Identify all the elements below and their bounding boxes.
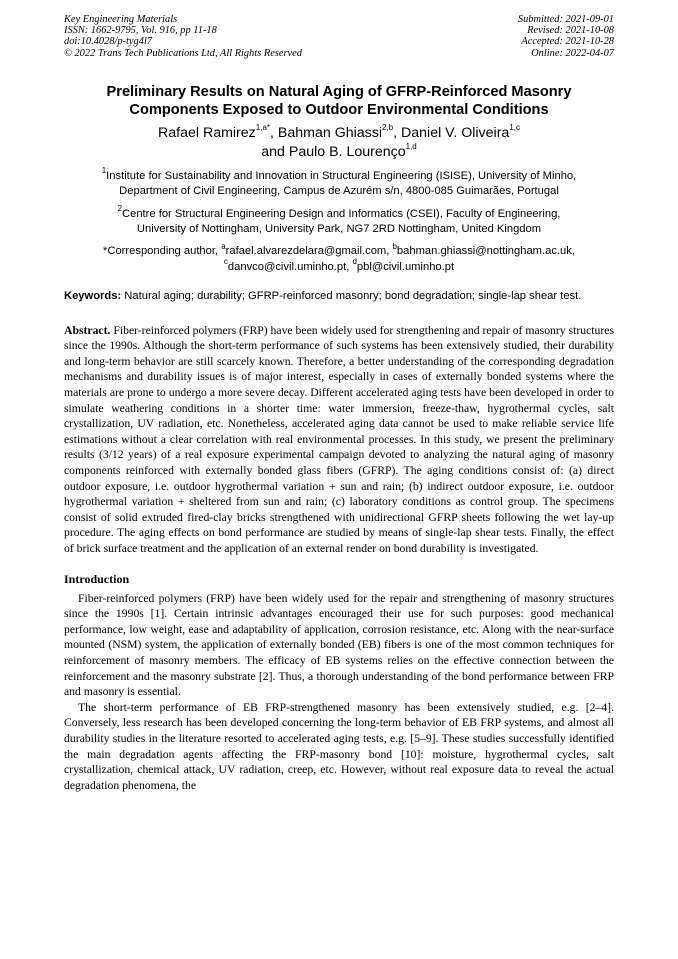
keywords: [64, 289, 614, 304]
email-mark: c: [223, 257, 228, 267]
corresponding-label: *Corresponding author,: [103, 245, 222, 258]
keywords-label: Keywords:: [64, 290, 122, 303]
submitted-date: Submitted: 2021-09-01: [517, 14, 614, 25]
copyright: © 2022 Trans Tech Publications Ltd, All Rights Reserved: [64, 47, 302, 59]
title-line-1: Preliminary Results on Natural Aging of GFRP-Reinforced Masonry: [106, 83, 572, 100]
affiliation-text: Centre for Structural Engineering Design and Informatics (CSEI), Faculty of Engineering,: [122, 207, 561, 220]
author-name: Daniel V. Oliveira: [401, 124, 510, 141]
author-affiliation-mark: 2,b: [382, 123, 394, 133]
author-name: Bahman Ghiassi: [277, 124, 382, 141]
email-link[interactable]: danvco@civil.uminho.pt,: [227, 260, 353, 273]
affiliation-2: [64, 203, 614, 238]
email-link[interactable]: rafael.alvarezdelara@gmail.com,: [225, 245, 393, 258]
body-paragraph: Fiber-reinforced polymers (FRP) have been widely used for the repair and strengthening of masonry structures since the 1990s [1]. Certain intrinsic advantages encouraged their use for such purposes: good mechanical performance, low weight, ease and adaptability of application, corrosion resistance, etc. Along with the near-surface mounted (NSM) system, the application of externally bonded (EB) fibers is one of the most common techniques for reinforcement of masonry members. The efficacy of EB systems relies on the effective connection between the reinforcement and the masonry substrate [2]. Thus, a thorough understanding of the bond performance between FRP and masonry is essential.: [64, 591, 614, 699]
email-mark: d: [352, 257, 357, 267]
affiliation-text: Department of Civil Engineering, Campus de Azurém s/n, 4800-085 Guimarães, Portugal: [119, 185, 559, 198]
author-affiliation-mark: 1,c: [509, 123, 520, 133]
paper-title: [64, 83, 614, 120]
author-list: [64, 124, 614, 162]
email-mark: b: [392, 241, 397, 251]
affiliation-text: Institute for Sustainability and Innovation in Structural Engineering (ISISE), University of Minho,: [106, 169, 577, 182]
author-name: Paulo B. Lourenço: [288, 143, 406, 160]
issn: ISSN: 1662-9795, Vol. 916, pp 11-18: [64, 25, 217, 37]
journal-name: Key Engineering Materials: [64, 14, 178, 25]
author-name: Rafael Ramirez: [158, 124, 256, 141]
revised-date: Revised: 2021-10-08: [527, 25, 614, 37]
online-date: Online: 2022-04-07: [531, 47, 614, 59]
abstract-text: Fiber-reinforced polymers (FRP) have been widely used for strengthening and repair of masonry structures since the 1990s. Although the short-term performance of such systems has been extensively studied, their durability and long-term behavior are still scarcely known. Therefore, a better understanding of the corresponding degradation mechanisms and durability issues is of major interest, especially in cases of externally bonded systems where the materials are prone to undergo a more severe decay. Different accelerated aging tests have been developed in order to simulate weathering conditions in a shorter time: water immersion, freeze-thaw, hygrothermal cycles, salt crystallization, UV radiation, etc. Nonetheless, accelerated aging data cannot be used to make reliable service life estimations without a clear correlation with real environmental processes. In this study, we present the preliminary results (3/12 years) of a real exposure experimental campaign devoted to analyzing the natural aging of masonry components reinforced with externally bonded glass fibers (GFRP). The aging conditions consist of: (a) direct outdoor exposure, i.e. outdoor hygrothermal variation + sun and rain; (b) indirect outdoor exposure, i.e. outdoor hygrothermal variation + sheltered from sun and rain; (c) laboratory conditions as control group. The specimens consist of solid extruded fired-clay bricks strengthened with unidirectional GFRP sheets following the wet lay-up procedure. The aging effects on bond performance are studied by means of single-lap shear tests. Finally, the effect of brick surface treatment and the application of an external render on bond durability is investigated.: [64, 323, 614, 555]
email-link[interactable]: bahman.ghiassi@nottingham.ac.uk,: [396, 245, 575, 258]
doi: doi:10.4028/p-tyg4l7: [64, 36, 153, 48]
author-conjunction: and: [261, 143, 289, 160]
affiliation-1: [64, 166, 614, 200]
section-heading-introduction: Introduction: [64, 571, 130, 586]
email-link[interactable]: pbl@civil.uminho.pt: [356, 260, 455, 273]
email-mark: a: [221, 241, 226, 251]
dates-info: [518, 14, 614, 59]
author-affiliation-mark: 1,a*: [255, 123, 271, 133]
body-paragraph: The short-term performance of EB FRP-strengthened masonry has been extensively studied, e.g. [2–4]. Conversely, less research has been developed concerning the long-term behavior of EB FRP systems, and almost all durability studies in the literature resorted to accelerated aging tests, e.g. [5–9]. These studies successfully identified the main degradation agents affecting the FRP-masonry bond [10]: moisture, hygrothermal cycles, salt crystallization, chemical attack, UV radiation, creep, etc. However, without real exposure data to reveal the actual degradation phenomena, the: [64, 700, 614, 792]
keywords-text: Natural aging; durability; GFRP-reinforced masonry; bond degradation; single-lap shear test.: [121, 290, 582, 303]
author-affiliation-mark: 1,d: [405, 142, 417, 152]
accepted-date: Accepted: 2021-10-28: [521, 36, 614, 48]
author-separator: ,: [393, 124, 402, 141]
affiliation-mark: 1: [101, 166, 107, 176]
affiliation-text: University of Nottingham, University Park, NG7 2RD Nottingham, United Kingdom: [136, 223, 542, 236]
running-header: [64, 14, 614, 59]
abstract: [64, 323, 614, 557]
affiliation-mark: 2: [117, 203, 123, 213]
corresponding-author: [64, 241, 614, 275]
abstract-label: Abstract.: [64, 323, 111, 337]
title-line-2: Components Exposed to Outdoor Environmental Conditions: [129, 102, 549, 119]
author-separator: ,: [270, 124, 278, 141]
journal-info: [64, 14, 302, 59]
